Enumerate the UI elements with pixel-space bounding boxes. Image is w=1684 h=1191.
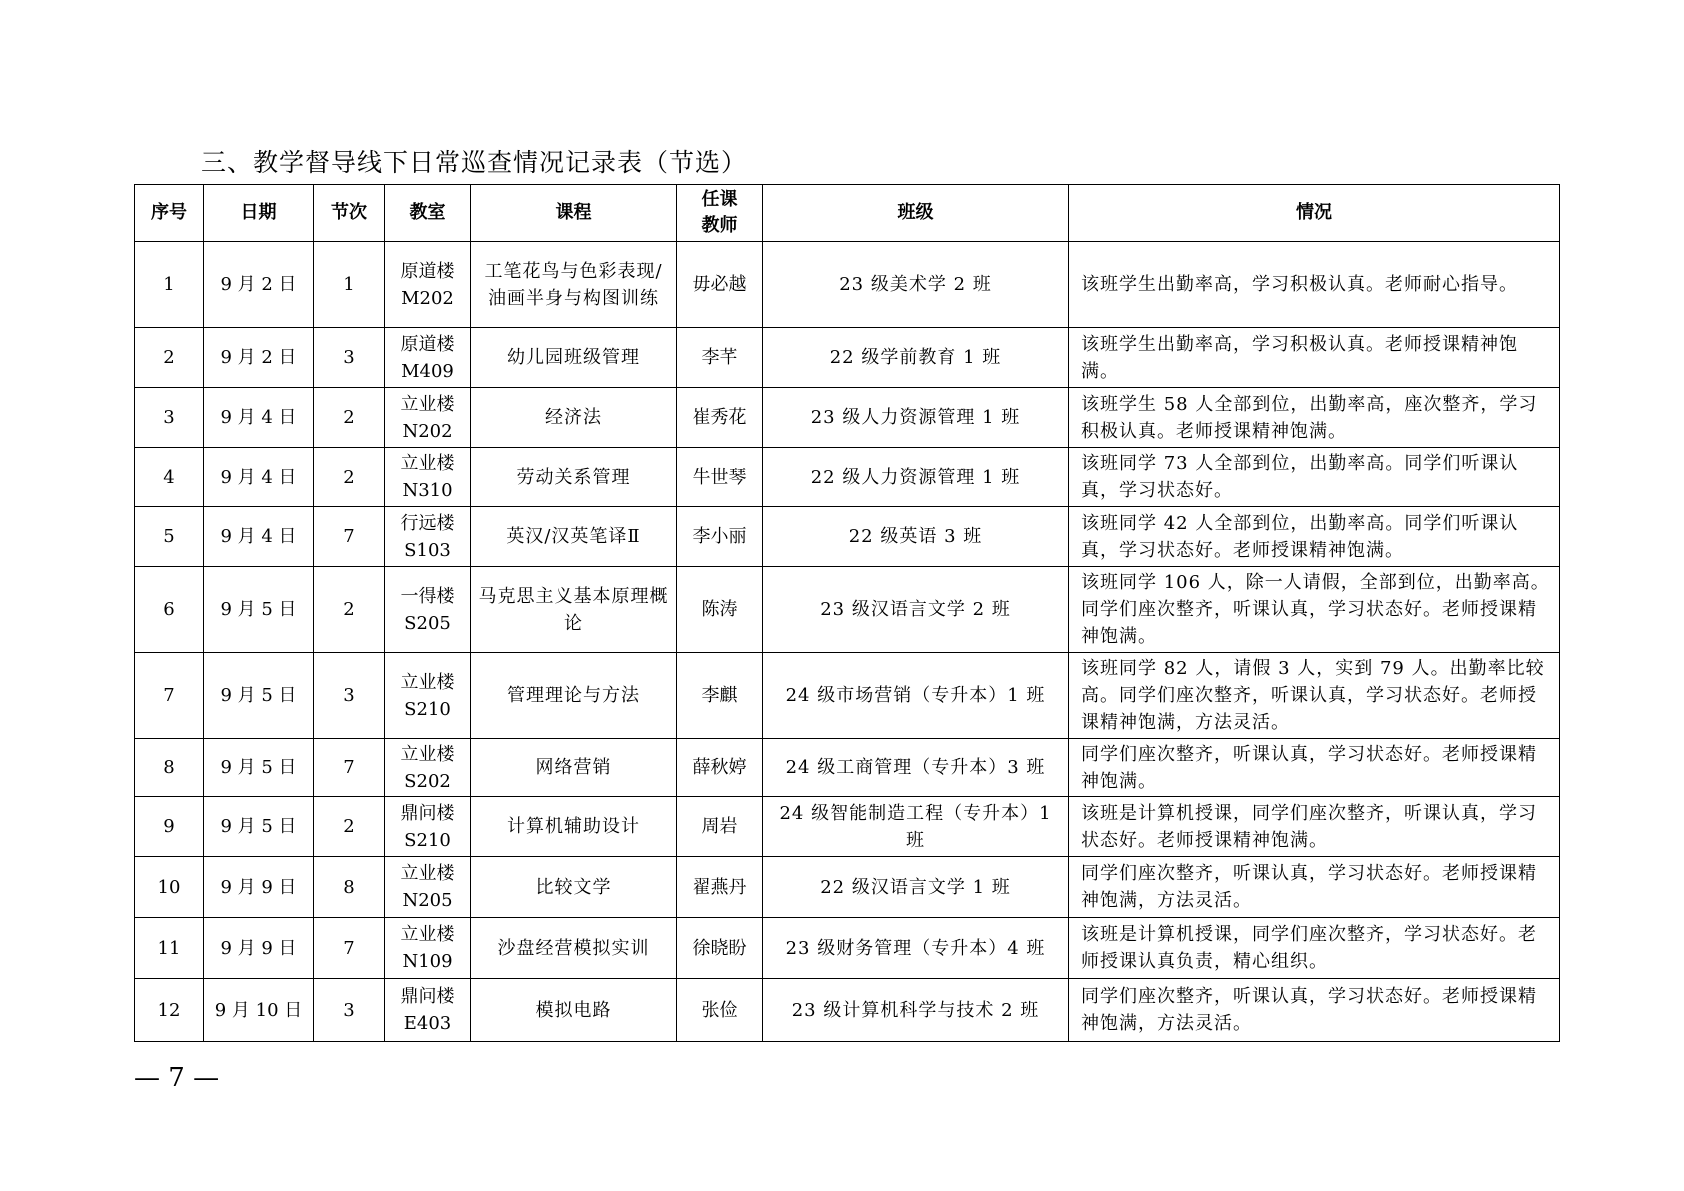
cell-course: 模拟电路 bbox=[471, 979, 677, 1042]
cell-room bbox=[385, 388, 471, 448]
cell-no: 9 bbox=[135, 797, 204, 857]
cell-course: 比较文学 bbox=[471, 857, 677, 918]
cell-room-line1: 立业楼 bbox=[400, 393, 455, 415]
cell-teacher: 周岩 bbox=[677, 797, 763, 857]
header-teacher-line1: 任课 bbox=[701, 189, 738, 210]
cell-situation: 同学们座次整齐，听课认真，学习状态好。老师授课精神饱满，方法灵活。 bbox=[1069, 979, 1560, 1042]
cell-course: 计算机辅助设计 bbox=[471, 797, 677, 857]
cell-room bbox=[385, 918, 471, 979]
cell-class: 24 级智能制造工程（专升本）1 班 bbox=[763, 797, 1069, 857]
cell-teacher: 徐晓盼 bbox=[677, 918, 763, 979]
cell-no: 2 bbox=[135, 328, 204, 388]
cell-teacher: 毋必越 bbox=[677, 242, 763, 328]
cell-class: 24 级工商管理（专升本）3 班 bbox=[763, 739, 1069, 797]
inspection-record-table bbox=[134, 184, 1560, 1042]
cell-period: 8 bbox=[314, 857, 385, 918]
cell-no: 11 bbox=[135, 918, 204, 979]
cell-room-line2: N202 bbox=[402, 420, 453, 442]
cell-period: 2 bbox=[314, 797, 385, 857]
cell-period: 3 bbox=[314, 979, 385, 1042]
cell-room-line2: N310 bbox=[402, 480, 453, 501]
cell-situation: 该班同学 42 人全部到位，出勤率高。同学们听课认真，学习状态好。老师授课精神饱满。 bbox=[1069, 507, 1560, 567]
cell-teacher: 李麒 bbox=[677, 653, 763, 739]
cell-period: 1 bbox=[314, 242, 385, 328]
table-row bbox=[135, 918, 1560, 979]
page-number: — 7 — bbox=[134, 1063, 220, 1093]
cell-room bbox=[385, 328, 471, 388]
page-title: 三、教学督导线下日常巡查情况记录表（节选） bbox=[201, 148, 748, 177]
cell-course: 英汉/汉英笔译Ⅱ bbox=[471, 507, 677, 567]
cell-room-line1: 立业楼 bbox=[400, 924, 455, 945]
cell-date: 9 月 9 日 bbox=[204, 857, 314, 918]
cell-room-line2: N205 bbox=[402, 890, 453, 911]
header-teacher bbox=[677, 185, 763, 242]
cell-room bbox=[385, 567, 471, 653]
cell-teacher: 李芊 bbox=[677, 328, 763, 388]
cell-period: 7 bbox=[314, 507, 385, 567]
cell-period: 7 bbox=[314, 739, 385, 797]
cell-room-line2: S103 bbox=[404, 539, 451, 561]
header-teacher-line2: 教师 bbox=[701, 215, 738, 236]
cell-class: 22 级学前教育 1 班 bbox=[763, 328, 1069, 388]
cell-period: 7 bbox=[314, 918, 385, 979]
header-situation: 情况 bbox=[1069, 185, 1560, 242]
cell-date: 9 月 5 日 bbox=[204, 797, 314, 857]
cell-room-line1: 原道楼 bbox=[400, 260, 455, 282]
cell-date: 9 月 2 日 bbox=[204, 242, 314, 328]
cell-room-line1: 立业楼 bbox=[400, 863, 455, 884]
cell-teacher: 薛秋婷 bbox=[677, 739, 763, 797]
table-row bbox=[135, 653, 1560, 739]
cell-room bbox=[385, 797, 471, 857]
cell-class: 23 级人力资源管理 1 班 bbox=[763, 388, 1069, 448]
header-period: 节次 bbox=[314, 185, 385, 242]
cell-teacher: 张俭 bbox=[677, 979, 763, 1042]
cell-course: 幼儿园班级管理 bbox=[471, 328, 677, 388]
table-header-row bbox=[135, 185, 1560, 242]
cell-no: 1 bbox=[135, 242, 204, 328]
table-row bbox=[135, 388, 1560, 448]
cell-no: 12 bbox=[135, 979, 204, 1042]
cell-room bbox=[385, 857, 471, 918]
cell-course: 沙盘经营模拟实训 bbox=[471, 918, 677, 979]
cell-period: 3 bbox=[314, 328, 385, 388]
cell-situation: 同学们座次整齐，听课认真，学习状态好。老师授课精神饱满。 bbox=[1069, 739, 1560, 797]
cell-room-line1: 立业楼 bbox=[400, 671, 455, 693]
cell-situation: 该班学生出勤率高，学习积极认真。老师授课精神饱满。 bbox=[1069, 328, 1560, 388]
table-row bbox=[135, 507, 1560, 567]
cell-course: 工笔花鸟与色彩表现/油画半身与构图训练 bbox=[471, 242, 677, 328]
cell-class: 23 级美术学 2 班 bbox=[763, 242, 1069, 328]
cell-situation: 同学们座次整齐，听课认真，学习状态好。老师授课精神饱满，方法灵活。 bbox=[1069, 857, 1560, 918]
header-no: 序号 bbox=[135, 185, 204, 242]
cell-teacher: 李小丽 bbox=[677, 507, 763, 567]
cell-room-line2: S210 bbox=[404, 829, 451, 851]
cell-period: 2 bbox=[314, 388, 385, 448]
table-row bbox=[135, 448, 1560, 507]
cell-period: 3 bbox=[314, 653, 385, 739]
cell-room-line2: N109 bbox=[402, 951, 453, 972]
table-row bbox=[135, 739, 1560, 797]
cell-class: 22 级英语 3 班 bbox=[763, 507, 1069, 567]
cell-date: 9 月 4 日 bbox=[204, 448, 314, 507]
cell-teacher: 陈涛 bbox=[677, 567, 763, 653]
cell-room bbox=[385, 448, 471, 507]
cell-teacher: 翟燕丹 bbox=[677, 857, 763, 918]
header-class: 班级 bbox=[763, 185, 1069, 242]
cell-situation: 该班同学 106 人，除一人请假，全部到位，出勤率高。同学们座次整齐，听课认真，学习状态好。老师授课精神饱满。 bbox=[1069, 567, 1560, 653]
cell-no: 3 bbox=[135, 388, 204, 448]
cell-no: 4 bbox=[135, 448, 204, 507]
header-course: 课程 bbox=[471, 185, 677, 242]
cell-teacher: 崔秀花 bbox=[677, 388, 763, 448]
cell-class: 24 级市场营销（专升本）1 班 bbox=[763, 653, 1069, 739]
cell-date: 9 月 4 日 bbox=[204, 388, 314, 448]
cell-room-line2: M409 bbox=[401, 360, 454, 382]
cell-room bbox=[385, 979, 471, 1042]
cell-date: 9 月 4 日 bbox=[204, 507, 314, 567]
header-date: 日期 bbox=[204, 185, 314, 242]
cell-no: 10 bbox=[135, 857, 204, 918]
cell-situation: 该班同学 82 人，请假 3 人，实到 79 人。出勤率比较高。同学们座次整齐，听课认真，学习状态好。老师授课精神饱满，方法灵活。 bbox=[1069, 653, 1560, 739]
cell-class: 23 级财务管理（专升本）4 班 bbox=[763, 918, 1069, 979]
cell-course: 网络营销 bbox=[471, 739, 677, 797]
cell-room bbox=[385, 739, 471, 797]
header-room: 教室 bbox=[385, 185, 471, 242]
cell-situation: 该班是计算机授课，同学们座次整齐，听课认真，学习状态好。老师授课精神饱满。 bbox=[1069, 797, 1560, 857]
cell-situation: 该班同学 73 人全部到位，出勤率高。同学们听课认真，学习状态好。 bbox=[1069, 448, 1560, 507]
cell-period: 2 bbox=[314, 448, 385, 507]
cell-room-line1: 一得楼 bbox=[400, 585, 455, 607]
cell-room-line2: M202 bbox=[401, 287, 454, 309]
cell-class: 23 级汉语言文学 2 班 bbox=[763, 567, 1069, 653]
cell-course: 管理理论与方法 bbox=[471, 653, 677, 739]
cell-room-line1: 立业楼 bbox=[400, 743, 455, 765]
cell-course: 经济法 bbox=[471, 388, 677, 448]
cell-course: 劳动关系管理 bbox=[471, 448, 677, 507]
cell-room-line2: S210 bbox=[404, 698, 451, 720]
cell-room-line1: 鼎问楼 bbox=[400, 986, 455, 1007]
cell-no: 6 bbox=[135, 567, 204, 653]
cell-class: 22 级汉语言文学 1 班 bbox=[763, 857, 1069, 918]
table-row bbox=[135, 797, 1560, 857]
cell-date: 9 月 2 日 bbox=[204, 328, 314, 388]
cell-room bbox=[385, 507, 471, 567]
cell-period: 2 bbox=[314, 567, 385, 653]
cell-room-line2: S205 bbox=[404, 612, 451, 634]
table-row bbox=[135, 979, 1560, 1042]
cell-no: 8 bbox=[135, 739, 204, 797]
cell-room-line2: S202 bbox=[404, 770, 451, 792]
cell-class: 22 级人力资源管理 1 班 bbox=[763, 448, 1069, 507]
cell-room bbox=[385, 653, 471, 739]
cell-room-line1: 立业楼 bbox=[400, 453, 455, 474]
cell-date: 9 月 5 日 bbox=[204, 567, 314, 653]
cell-room bbox=[385, 242, 471, 328]
cell-room-line2: E403 bbox=[403, 1013, 452, 1034]
cell-date: 9 月 10 日 bbox=[204, 979, 314, 1042]
cell-date: 9 月 9 日 bbox=[204, 918, 314, 979]
cell-class: 23 级计算机科学与技术 2 班 bbox=[763, 979, 1069, 1042]
cell-room-line1: 鼎问楼 bbox=[400, 802, 455, 824]
cell-situation: 该班学生 58 人全部到位，出勤率高，座次整齐，学习积极认真。老师授课精神饱满。 bbox=[1069, 388, 1560, 448]
cell-no: 7 bbox=[135, 653, 204, 739]
cell-situation: 该班是计算机授课，同学们座次整齐，学习状态好。老师授课认真负责，精心组织。 bbox=[1069, 918, 1560, 979]
table-row bbox=[135, 328, 1560, 388]
table-row bbox=[135, 857, 1560, 918]
cell-room-line1: 行远楼 bbox=[400, 512, 455, 534]
cell-course: 马克思主义基本原理概论 bbox=[471, 567, 677, 653]
table-row bbox=[135, 242, 1560, 328]
table-row bbox=[135, 567, 1560, 653]
cell-no: 5 bbox=[135, 507, 204, 567]
cell-teacher: 牛世琴 bbox=[677, 448, 763, 507]
cell-date: 9 月 5 日 bbox=[204, 739, 314, 797]
cell-situation: 该班学生出勤率高，学习积极认真。老师耐心指导。 bbox=[1069, 242, 1560, 328]
cell-room-line1: 原道楼 bbox=[400, 333, 455, 355]
cell-date: 9 月 5 日 bbox=[204, 653, 314, 739]
